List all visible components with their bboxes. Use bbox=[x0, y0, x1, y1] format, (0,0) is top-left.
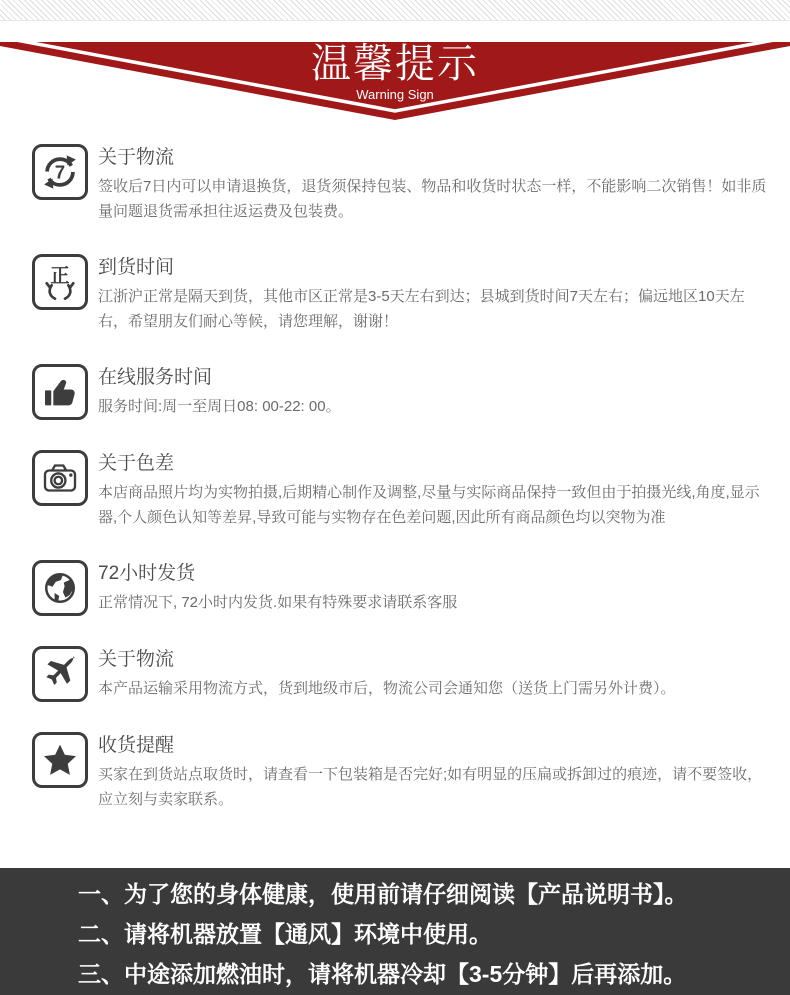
section-72h-shipping bbox=[32, 560, 770, 616]
warning-ribbon bbox=[0, 21, 790, 120]
section-title: 72小时发货 bbox=[98, 563, 196, 584]
section-receiving-reminder bbox=[32, 732, 770, 812]
svg-text:正: 正 bbox=[50, 266, 70, 287]
section-body: 本店商品照片均为实物拍摄,后期精心制作及调整,尽量与实际商品保持一致但由于拍摄光线,角度,显示器,个人颜色认知等差昇,导致可能与实物存在色差问题,因此所有商品颜色均以突物为准 bbox=[98, 484, 760, 526]
authentic-hands-icon bbox=[32, 254, 88, 310]
section-color-difference bbox=[32, 450, 770, 530]
section-body: 签收后7日内可以申请退换货，退货须保持包装、物品和收货时状态一样，不能影响二次销售！如非质量问题退货需承担往返运费及包装费。 bbox=[98, 178, 767, 220]
section-logistics-return bbox=[32, 144, 770, 224]
section-title: 关于色差 bbox=[98, 453, 175, 474]
section-body: 江浙沪正常是隔天到货，其他市区正常是3-5天左右到达；县城到货时间7天左右；偏远地区10天左右，希望朋友们耐心等候，请您理解，谢谢！ bbox=[98, 288, 745, 330]
section-arrival-time bbox=[32, 254, 770, 334]
hatch-stripe-band bbox=[0, 0, 790, 21]
ribbon-shape bbox=[0, 42, 790, 120]
page-subtitle: Warning Sign bbox=[356, 87, 434, 102]
safety-notice-footer bbox=[0, 868, 790, 995]
footer-line-2: 二、请将机器放置【通风】环境中使用。 bbox=[78, 921, 492, 947]
section-title: 关于物流 bbox=[98, 649, 175, 670]
section-body: 本产品运输采用物流方式，货到地级市后，物流公司会通知您（送货上门需另外计费）。 bbox=[98, 680, 676, 697]
section-service-time bbox=[32, 364, 770, 420]
globe-icon bbox=[32, 560, 88, 616]
footer-line-3: 三、中途添加燃油时，请将机器冷却【3-5分钟】后再添加。 bbox=[78, 961, 687, 987]
section-body: 买家在到货站点取货时，请查看一下包装箱是否完好;如有明显的压扁或拆卸过的痕迹，请不要签收，应立刻与卖家联系。 bbox=[98, 766, 763, 808]
svg-text:7: 7 bbox=[54, 161, 66, 183]
footer-line-1: 一、为了您的身体健康，使用前请仔细阅读【产品说明书】。 bbox=[78, 881, 688, 907]
camera-icon bbox=[32, 450, 88, 506]
page-title: 温馨提示 bbox=[311, 42, 479, 86]
section-title: 收货提醒 bbox=[98, 735, 175, 756]
airplane-icon bbox=[32, 646, 88, 702]
section-body: 正常情况下, 72小时内发货.如果有特殊要求请联系客服 bbox=[98, 594, 458, 611]
section-title: 关于物流 bbox=[98, 147, 175, 168]
section-title: 在线服务时间 bbox=[98, 367, 213, 388]
section-body: 服务时间:周一至周日08: 00-22: 00。 bbox=[98, 398, 341, 415]
section-title: 到货时间 bbox=[98, 257, 175, 278]
notice-sections bbox=[0, 120, 790, 812]
thumbs-up-icon bbox=[32, 364, 88, 420]
section-logistics-freight bbox=[32, 646, 770, 702]
star-icon bbox=[32, 732, 88, 788]
recycle-7-icon bbox=[32, 144, 88, 200]
